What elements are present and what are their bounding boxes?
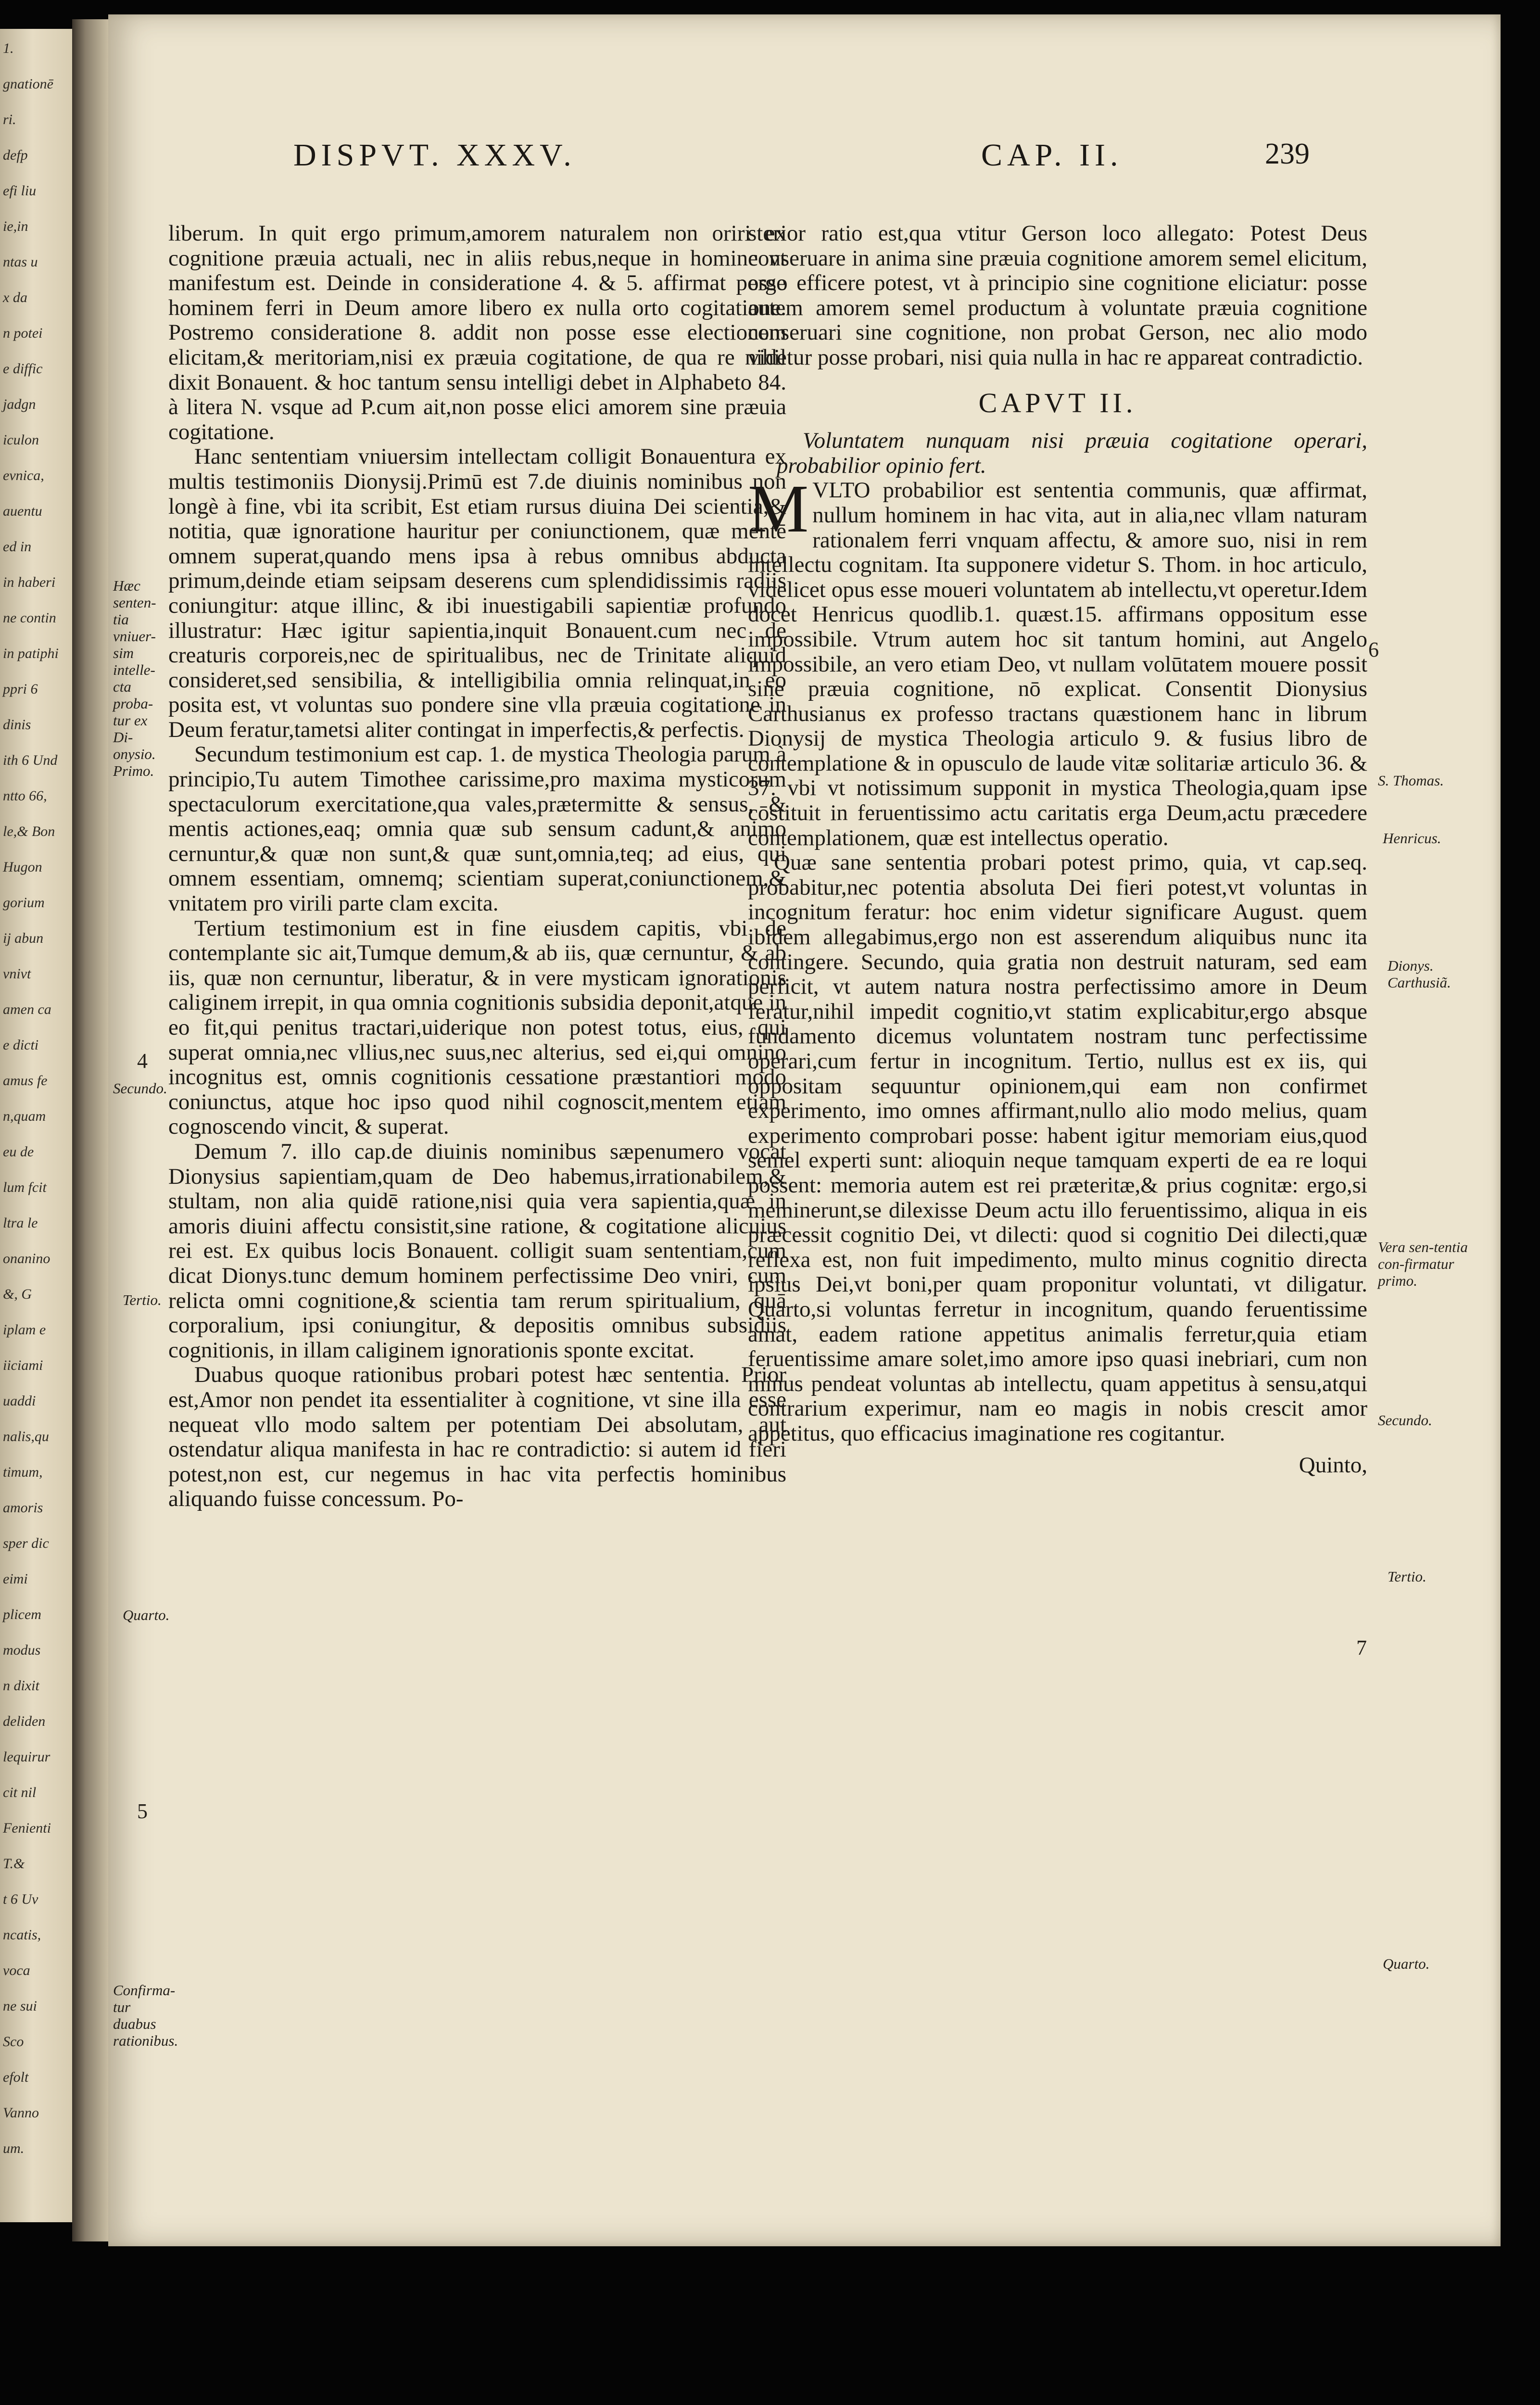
margin-note-left: Confirma-tur duabus rationibus. xyxy=(113,1982,178,2049)
paragraph: Hanc sententiam vniuersim intellectam colligit Bonauentura ex multis testimoniis Dionysij.Primū est 7.de diuinis nominibus non longè à fine, vbi ita scribit, Est etiam rursus diuina Dei scientia,& notitia, quæ ignoratione hauritur per coniunctionem, quæ mentē omnem superat,quando mens ipsa à rebus omnibus abducta primum,deinde etiam seipsam deserens cum splendidissimis radiis coniungitur: atque illinc, & ibi inuestigabili sapientiæ profundo illustratur: Hæc igitur sapientia,inquit Bonauent.cum nec de creaturis corporeis,nec de spiritualibus, nec de Trinitate aliquid consideret,sed sensibilia, & intelligibilia omnia relinquat,in eo posita est, vt voluntas suo pondere sine vlla præuia cogitatione in Deum feratur,tametsi aliter contingat in imperfectis,& perfectis. xyxy=(168,444,786,742)
left-page-fragment: eu de xyxy=(3,1144,34,1160)
margin-note-right: Henricus. xyxy=(1383,830,1441,847)
left-page-fragment: Fenienti xyxy=(3,1820,51,1836)
left-page-fragment: deliden xyxy=(3,1713,46,1729)
left-page-fragment: cit nil xyxy=(3,1785,37,1800)
page-number: 239 xyxy=(1265,138,1310,170)
running-head-right: CAP. II. xyxy=(981,138,1123,173)
margin-number: 7 xyxy=(1356,1636,1367,1659)
left-page-fragment: efi liu xyxy=(3,183,37,199)
book-gutter xyxy=(72,19,111,2241)
margin-note-right: Tertio. xyxy=(1388,1568,1426,1585)
left-page-fragment: ith 6 Und xyxy=(3,752,58,768)
left-page-fragment: onanino xyxy=(3,1251,50,1266)
left-page-fragment: ntas u xyxy=(3,254,38,270)
paragraph: liberum. In quit ergo primum,amorem naturalem non oriri ex cognitione præuia actuali, nec in aliis rebus,neque in homine vt manifestum est. Deinde in consideratione 4. & 5. affirmat posse hominem ferri in Deum amore libero ex nulla orto cogitatione. Postremo consideratione 8. addit non posse esse electionem elicitam,& meritoriam,nisi ex præuia cogitatione, de qua re nihil dixit Bonauent. & hoc tantum sensu intelligi debet in Alphabeto 84. à litera N. vsque ad P.cum ait,non posse elici amorem sine præuia cogitatione. xyxy=(168,221,786,444)
margin-note-right: S. Thomas. xyxy=(1378,772,1444,789)
catchword: Quinto, xyxy=(1299,1452,1367,1478)
left-page-fragment: voca xyxy=(3,1962,30,1978)
book-page xyxy=(108,14,1501,2246)
left-page-fragment: e diffic xyxy=(3,361,43,377)
paragraph: MVLTO probabilior est sententia communis, quæ affirmat, nullum hominem in hac vita, aut in alia,nec vllam naturam rationalem ferri vnquam affectu, & amore suo, nisi in rem intellectu cognitam. Ita supponere videtur S. Thom. in hoc articulo, videlicet opus esse moueri voluntatem ab intellectu,vt operetur.Idem docet Henricus quodlib.1. quæst.15. affirmans oppositum esse impossibile. Vtrum autem hoc sit tantum homini, aut Angelo impossibile, an vero etiam Deo, vt nullam volūtatem mouere possit sine præuia cognitione, nō explicat. Consentit Dionysius Carthusianus ex professo tractans quæstionem hanc in librum Dionysij de mystica Theologia articulo 9. & fusius libro de contemplatione & in opusculo de laude vitæ solitariæ articulo 36. & 37. vbi vt notissimum supponit in mystica Theologia,quam ipse cōstituit in feruentissimo actu caritatis erga Deum,actu præcedere contemplationem, quæ est intellectus operatio. xyxy=(748,470,1367,850)
margin-note-right: Dionys. Carthusiã. xyxy=(1388,957,1451,991)
left-page-fragment: ri. xyxy=(3,112,16,127)
left-page-fragment: auentu xyxy=(3,503,42,519)
left-page-fragment: nalis,qu xyxy=(3,1429,49,1444)
left-page-fragment: Vanno xyxy=(3,2105,39,2121)
left-page-fragment: timum, xyxy=(3,1464,43,1480)
left-page-fragment: uaddi xyxy=(3,1393,36,1409)
running-head xyxy=(108,137,1501,185)
left-page-fragment: iplam e xyxy=(3,1322,46,1338)
running-head-left: DISPVT. XXXV. xyxy=(293,138,576,173)
left-page-fragment: ltra le xyxy=(3,1215,38,1231)
left-page-fragment: amus fe xyxy=(3,1073,48,1089)
paragraph: Secundum testimonium est cap. 1. de mystica Theologia parum à principio,Tu autem Timothee carissime,pro maxima mysticorum spectaculorum exercitatione,qua vales,prætermitte & sensus, & mentis actiones,eaq; omnia quæ sub sensum cadunt,& animo cernuntur,& quæ non sunt,& quæ sunt,omnia,teq; ad eius, qui omnem essentiam, omnemq; scientiam superat,coniunctionem,& vnitatem pro virili parte clam excita. xyxy=(168,742,786,916)
left-page-fragment: ie,in xyxy=(3,218,28,234)
left-column xyxy=(168,221,786,1512)
left-page-fragment: evnica, xyxy=(3,468,44,483)
left-page-fragment: x da xyxy=(3,290,27,305)
margin-note-left: Secundo. xyxy=(113,1080,167,1097)
left-page-fragment: &, G xyxy=(3,1286,32,1302)
left-page-fragment: 1. xyxy=(3,40,14,56)
left-page-fragment: ij abun xyxy=(3,930,44,946)
left-page-fragment: Hugon xyxy=(3,859,42,875)
left-page-fragment: lequirur xyxy=(3,1749,50,1765)
left-page-fragment: lum fcit xyxy=(3,1179,47,1195)
left-page-fragment: n potei xyxy=(3,325,43,341)
left-page-fragment: efolt xyxy=(3,2069,29,2085)
left-page-fragment: in haberi xyxy=(3,574,56,590)
left-page-fragment: T.& xyxy=(3,1856,25,1872)
left-page-fragment: t 6 Uv xyxy=(3,1891,38,1907)
left-page-fragment: modus xyxy=(3,1642,41,1658)
left-page-fragment: n dixit xyxy=(3,1678,39,1694)
right-column xyxy=(748,221,1367,1478)
paragraph: Duabus quoque rationibus probari potest hæc sententia. Prior est,Amor non pendet ita essentialiter à cognitione, vt sine illa esse nequeat vllo modo saltem per potentiam Dei absolutam, aut ostendatur aliqua manifesta in hac re contradictio: si autem id fieri potest,non est, cur negemus in hac vita perfectis hominibus aliquando fuisse concessum. Po- xyxy=(168,1362,786,1512)
left-page-fragment: iiciami xyxy=(3,1357,43,1373)
left-page-fragment: n,quam xyxy=(3,1108,46,1124)
left-page-fragment: dinis xyxy=(3,717,31,733)
left-page-fragment: ne contin xyxy=(3,610,56,626)
left-page-fragment: Sco xyxy=(3,2034,24,2050)
chapter-subtitle: Voluntatem nunquam nisi præuia cogitatione operari, probabilior opinio fert. xyxy=(777,428,1367,478)
left-page-fragment: ne sui xyxy=(3,1998,37,2014)
paragraph: Tertium testimonium est in fine eiusdem capitis, vbi de contemplante sic ait,Tumque demum,& ab iis, quæ cernuntur, & ab iis, quæ non cernuntur, liberatur, & in vere mysticam ignorationis caliginem irrepit, in qua omnia cognitionis subsidia deponit,atque in eo fit,qui penitus tractari,uiderique non potest totus, eius, qui superat omnia,nec vllius,nec suus,nec alterius, sed ei,qui omnino incognitus est, omnis cognitionis cessatione præstantiori modo coniunctus, atque hoc ipso quod nihil cognoscit,mentem etiam cognoscendo vincit, & superat. xyxy=(168,915,786,1139)
margin-number: 5 xyxy=(137,1799,148,1823)
left-page-edge xyxy=(0,29,73,2222)
margin-number: 6 xyxy=(1368,638,1379,661)
margin-note-left: Hæc senten-tia vniuer-sim intelle-cta proba-tur ex Di-onysio. Primo. xyxy=(113,577,156,779)
paragraph: Quæ sane sententia probari potest primo, quia, vt cap.seq. probabitur,nec potentia absoluta Dei fieri potest,vt voluntas in incognitum feratur: hoc enim videtur significare August. quem ibidem allegabimus,ergo non est asserendum aliquibus nunc ita contingere. Secundo, quia gratia non destruit naturam, sed eam perficit, vt autem natura nostra perfectissimo amore in Deum feratur,nihil impedit cognitio,vt statim explicabitur,ergo absque fundamento dicemus voluntatem nostram tunc perfectissime operari,cum fertur in incognitum. Tertio, nullus est ex iis, qui oppositam sequuntur opinionem,qui eam non confirmet experimento, imo omnes affirmant,nullo alio modo melius, quam experimento comprobari posse: habent igitur memoriam eius,quod semel experti sunt: alioquin neque tamquam experti de ea re loqui possent: memoria autem est rei præteritæ,& prius cognitæ: ergo,si meminerunt,se dilexisse Deum actu illo feruentissimo, aliqua in eis præcessit cognitio Dei, vt dilecti: quod si cognitio Dei dilecti,quæ reflexa est, non fuit impedimento, multo minus cognitio directa ipsius Dei,vt boni,per quam proponitur voluntati, vt diligatur. Quarto,si voluntas ferretur in incognitum, quando feruentissime amat, eadem ratione appetitus animalis ferretur,quia etiam feruentissime amare solet,imo amore ipso quasi inebriari, cum non minus pendeat voluntas ab intellectu, quam appetitus à sensu,atqui contrarium experimur, nam eo magis in nobis crescit amor appetitus, quo efficacius imaginatione res cogitantur. xyxy=(748,850,1367,1446)
left-page-fragment: amoris xyxy=(3,1500,43,1516)
paragraph: sterior ratio est,qua vtitur Gerson loco allegato: Potest Deus conseruare in anima sine præuia cognitione amorem semel elicitum, ergo efficere potest, vt à principio sine cognitione eliciatur: posse autem amorem semel productum à voluntate præuia cognitione conseruari sine cognitione, non probat Gerson, nec alio modo videtur posse probari, nisi quia nulla in hac re appareat contradictio. xyxy=(748,221,1367,370)
margin-note-left: Quarto. xyxy=(123,1607,170,1623)
margin-note-right: Secundo. xyxy=(1378,1412,1432,1429)
left-page-fragment: ppri 6 xyxy=(3,681,38,697)
left-page-fragment: eimi xyxy=(3,1571,28,1587)
left-page-fragment: gorium xyxy=(3,895,45,911)
left-page-fragment: e dicti xyxy=(3,1037,39,1053)
margin-note-left: Tertio. xyxy=(123,1291,162,1308)
left-page-fragment: defp xyxy=(3,147,28,163)
margin-note-right: Quarto. xyxy=(1383,1955,1430,1972)
margin-number: 4 xyxy=(137,1049,148,1073)
left-page-fragment: gnationē xyxy=(3,76,53,92)
left-page-fragment: le,& Bon xyxy=(3,823,55,839)
chapter-title: CAPVT II. xyxy=(978,387,1137,418)
left-page-fragment: plicem xyxy=(3,1607,41,1622)
left-page-fragment: vnivt xyxy=(3,966,31,982)
margin-note-right: Vera sen-tentia con-firmatur primo. xyxy=(1378,1239,1468,1289)
dark-background xyxy=(0,2246,1540,2405)
left-page-fragment: amen ca xyxy=(3,1001,51,1017)
left-page-fragment: ntto 66, xyxy=(3,788,47,804)
left-page-fragment: jadgn xyxy=(3,396,36,412)
left-page-fragment: in patiphi xyxy=(3,646,59,661)
left-page-fragment: ncatis, xyxy=(3,1927,41,1943)
left-page-fragment: iculon xyxy=(3,432,39,448)
left-page-fragment: sper dic xyxy=(3,1535,49,1551)
paragraph: Demum 7. illo cap.de diuinis nominibus sæpenumero vocat Dionysius sapientiam,quam de Deo habemus,irrationabilem,& stultam, non alia quidē ratione,nisi quia vera sapientia,quæ in amoris diuini affectu consistit,sine ratione, & cogitatione alicuius rei est. Ex quibus locis Bonauent. colligit suam sententiam,cum dicat Dionys.tunc demum hominem perfectissime Deo vniri, cum relicta omni cognitione,& scientia tam rerum spiritualium, quā corporalium, ipsi coniungitur, & depositis omnibus subsidiis cognitionis, in illam caliginem ignorationis sponte excitat. xyxy=(168,1139,786,1363)
left-page-fragment: um. xyxy=(3,2140,25,2156)
left-page-fragment: ed in xyxy=(3,539,32,555)
